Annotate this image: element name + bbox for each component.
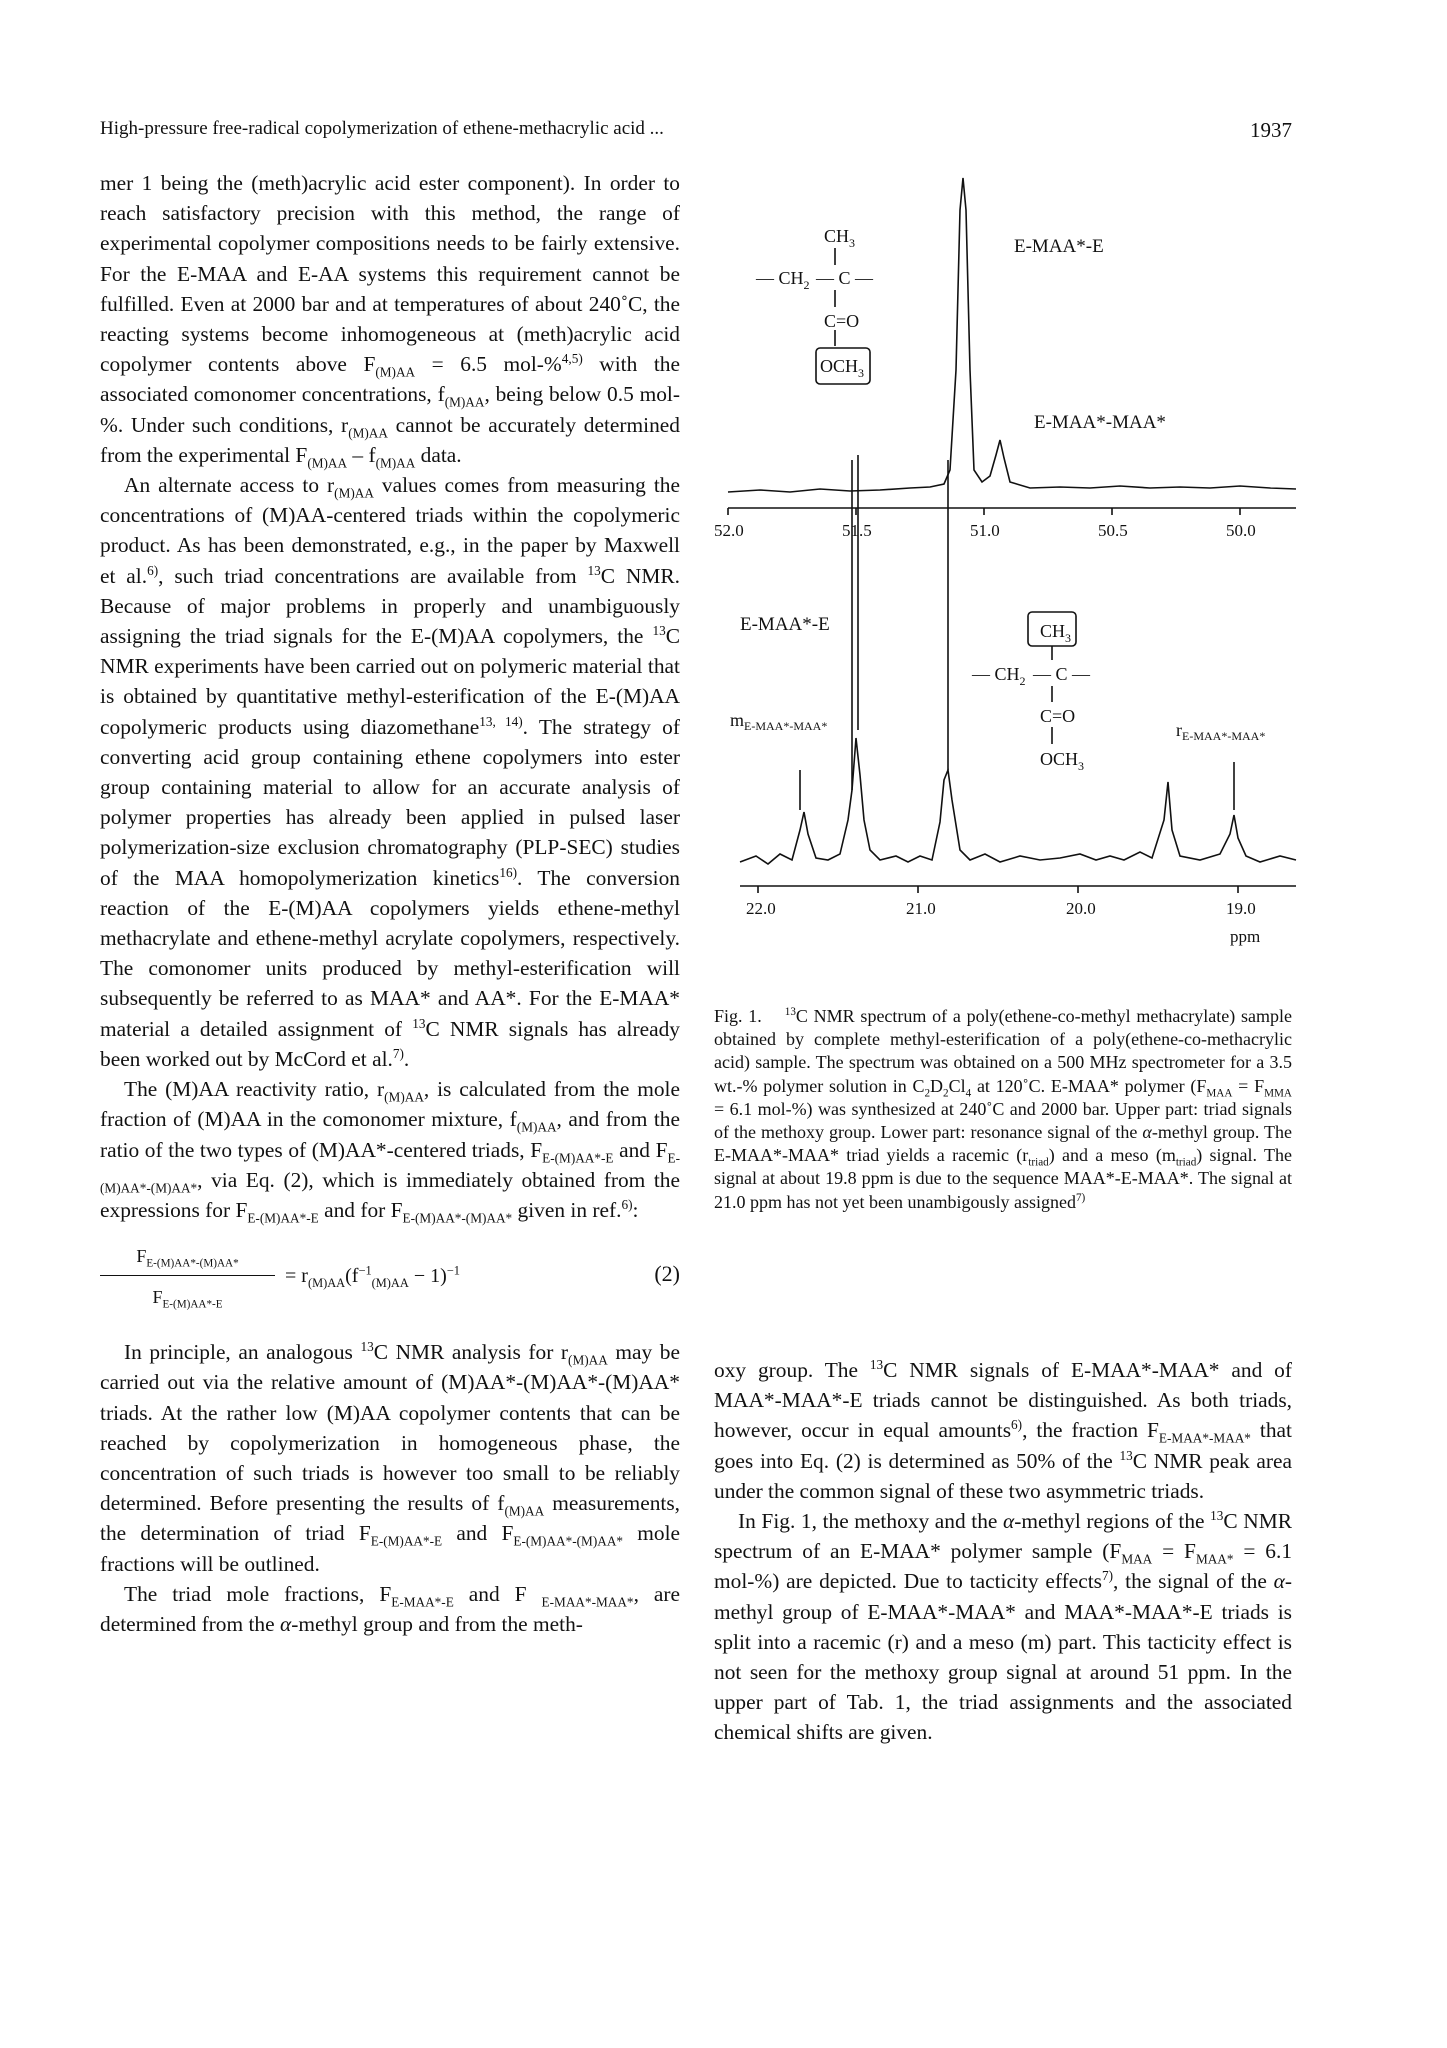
equation-2 xyxy=(100,1235,680,1327)
structure-co: C=O xyxy=(824,311,860,331)
lower-tick-label: 20.0 xyxy=(1066,899,1096,918)
lower-peak-label-main: E-MAA*-E xyxy=(740,614,830,635)
paragraph: In Fig. 1, the methoxy and the α-methyl regions of the $^{13}$C NMR spectrum of an E-MAA* polymer sample ($F_{MAA} = F_{MAA*} = 6.1$ mol-%) are depicted. Due to tacticity effects$^{7)}$, the signal of the α-methyl group of E-MAA*-MAA* and MAA*-MAA*-E triads is split into a racemic (r) and a meso (m) part. This tacticity effect is not seen for the methoxy group signal at around 51 ppm. In the upper part of Tab. 1, the triad assignments and the associated chemical shifts are given. xyxy=(714,1507,1293,1745)
running-title: High-pressure free-radical copolymerization of ethene-methacrylic acid ... xyxy=(100,118,664,139)
structure-c: — C — xyxy=(1033,664,1091,684)
structure-ch2: — $CH_2$ xyxy=(972,664,1026,688)
structure-co: C=O xyxy=(1040,706,1076,726)
upper-tick-label: 52.0 xyxy=(714,521,744,540)
upper-spectrum-trace xyxy=(728,178,1296,492)
upper-peak-label-minor: E-MAA*-MAA* xyxy=(1034,412,1166,433)
paragraph: The (M)AA reactivity ratio, $r_{(M)AA}$, is calculated from the mole fraction of (M)AA in the comonomer mixture, $f_{(M)AA}$, and from the ratio of the two types of (M)AA*-centered triads, $F_{E-(M)AA*-E}$ and $F_{E-(M)AA*-(M)AA*}$, via Eq. (2), which is immediately obtained from the expressions for $F_{E-(M)AA*-E}$ and for $F_{E-(M)AA*-(M)AA*}$ given in ref.$^{6)}$: xyxy=(100,1077,680,1226)
lower-tick-label: 22.0 xyxy=(746,899,776,918)
paragraph: An alternate access to $r_{(M)AA}$ values comes from measuring the concentrations of (M)AA-centered triads within the copolymeric product. As has been demonstrated, e.g., in the paper by Maxwell et al.$^{6)}$, such triad concentrations are available from $^{13}$C NMR. Because of major problems in properly and unambiguously assigning the triad signals for the E-(M)AA copolymers, the $^{13}$C NMR experiments have been carried out on polymeric material that is obtained by quantitative methyl-esterification of the E-(M)AA copolymeric products using diazomethane$^{13, 14)}$. The strategy of converting acid group containing ethene copolymers into ester group containing material to allow for an accurate analysis of polymer properties has already been applied in pulsed laser polymerization-size exclusion chromatography (PLP-SEC) studies of the MAA homopolymerization kinetics$^{16)}$. The conversion reaction of the E-(M)AA copolymers yields ethene-methyl methacrylate and ethene-methyl acrylate copolymers, respectively. The comonomer units produced by methyl-esterification will subsequently be referred to as MAA* and AA*. For the E-MAA* material a detailed assignment of $^{13}$C NMR signals has already been worked out by McCord et al.$^{7)}$. xyxy=(100,473,681,1071)
lower-tick-label: 21.0 xyxy=(906,899,936,918)
structure-och3: $OCH_3$ xyxy=(820,356,865,380)
page-number: 1937 xyxy=(1250,118,1292,142)
paragraph: mer 1 being the (meth)acrylic acid ester component). In order to reach satisfactory precision with this method, the range of experimental copolymer compositions needs to be fairly extensive. For the E-MAA and E-AA systems this requirement cannot be fulfilled. Even at 2000 bar and at temperatures of about 240˚C, the reacting systems become inhomogeneous at (meth)acrylic acid copolymer contents above $F_{(M)AA} = 6.5$ mol-%$^{4,5)}$ with the associated comonomer concentrations, $f_{(M)AA}$, being below 0.5 mol-%. Under such conditions, $r_{(M)AA}$ cannot be accurately determined from the experimental $F_{(M)AA} - f_{(M)AA}$ data. xyxy=(100,171,680,471)
racemic-label: $r_{E-MAA*-MAA*}$ xyxy=(1176,720,1266,743)
paragraph: The triad mole fractions, $F_{E-MAA*-E}$ and F $_{E-MAA*-MAA*}$, are determined from the α-methyl group and from the meth- xyxy=(100,1581,681,1636)
nmr-figure xyxy=(700,170,1300,1000)
structure-c: — C — xyxy=(816,268,874,288)
upper-tick-label: 50.5 xyxy=(1098,521,1128,540)
upper-tick-label: 51.5 xyxy=(842,521,872,540)
structure-ch3: $CH_3$ xyxy=(824,226,856,250)
structure-och3: $OCH_3$ xyxy=(1040,749,1085,773)
lower-spectrum-trace xyxy=(740,738,1296,864)
upper-peak-label-main: E-MAA*-E xyxy=(1014,236,1104,257)
running-header xyxy=(100,118,1292,140)
equation-denominator: $F_{E-(M)AA*-E}$ xyxy=(152,1287,223,1311)
paragraph: In principle, an analogous $^{13}$C NMR analysis for $r_{(M)AA}$ may be carried out via the relative amount of (M)AA*-(M)AA*-(M)AA* triads. At the rather low (M)AA copolymer contents that can be reached by copolymerization in homogeneous phase, the concentration of such triads is however too small to be reliably determined. Before presenting the results of $f_{(M)AA}$ measurements, the determination of triad $F_{E-(M)AA*-E}$ and $F_{E-(M)AA*-(M)AA*}$ mole fractions will be outlined. xyxy=(100,1338,681,1576)
lower-tick-label: 19.0 xyxy=(1226,899,1256,918)
figure-caption: Fig. 1. $^{13}$C NMR spectrum of a poly(ethene-co-methyl methacrylate) sample obtained by complete methyl-esterification of a poly(ethene-co-methacrylic acid) sample. The spectrum was obtained on a 500 MHz spectrometer for a 3.5 wt.-% polymer solution in $C_2D_2Cl_4$ at 120˚C. E-MAA* polymer ($F_{MAA} = F_{MMA} = 6.1$ mol-%) was synthesized at 240˚C and 2000 bar. Upper part: triad signals of the methoxy group. Lower part: resonance signal of the α-methyl group. The E-MAA*-MAA* triad yields a racemic $(r_{triad})$ and a meso $(m_{triad})$ signal. The signal at about 19.8 ppm is due to the sequence MAA*-E-MAA*. The signal at 21.0 ppm has not yet been unambigously assigned$^{7)}$ xyxy=(714,1006,1293,1212)
left-column xyxy=(100,168,680,1639)
meso-label: $m_{E-MAA*-MAA*}$ xyxy=(730,710,828,733)
equation-number: (2) xyxy=(654,1261,680,1287)
ppm-unit-label: ppm xyxy=(1230,927,1261,946)
structure-ch3: $CH_3$ xyxy=(1040,621,1072,645)
figure-label: Fig. 1. xyxy=(714,1006,762,1026)
equation-rhs: = $r_{(M)AA}(f^{-1}_{(M)AA} - 1)^{-1}$ xyxy=(285,1263,460,1291)
right-column xyxy=(714,1355,1292,1748)
upper-tick-label: 50.0 xyxy=(1226,521,1256,540)
paragraph: oxy group. The $^{13}$C NMR signals of E-MAA*-MAA* and of MAA*-MAA*-E triads cannot be distinguished. As both triads, however, occur in equal amounts$^{6)}$, the fraction $F_{E-MAA*-MAA*}$ that goes into Eq. (2) is determined as 50% of the $^{13}$C NMR peak area under the common signal of these two asymmetric triads. xyxy=(714,1356,1293,1503)
upper-tick-label: 51.0 xyxy=(970,521,1000,540)
equation-numerator: $F_{E-(M)AA*-(M)AA*}$ xyxy=(100,1241,275,1276)
equation-fraction xyxy=(100,1241,275,1312)
structure-ch2: — $CH_2$ xyxy=(756,268,810,292)
